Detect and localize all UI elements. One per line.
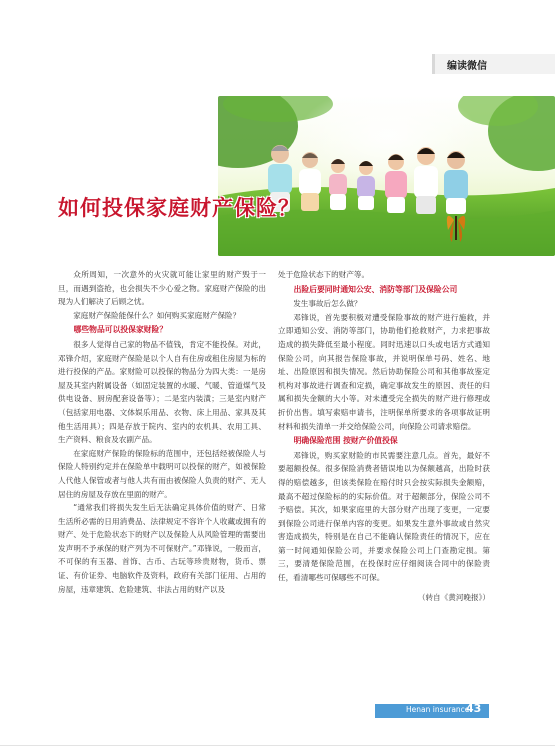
section-label: 编读微信 [447,61,487,72]
subheading: 明确保险范围 按财产价值投保 [293,436,398,446]
subheading: 哪些物品可以投保家财险？ [73,325,168,335]
paragraph: 邓锋说，首先要积极对遭受保险事故的财产进行施救，并立即通知公安、消防等部门，协助他们抢救财产，力求把事故造成的损失降低至最小程度。同时迅速以口头或电话方式通知保险公司，向其报告保险事故，并说明保单号码、姓名、地址、出险原因和损失情况。然后协助保险公司和其他事故鉴定机构对事故进行调查和定损，确定事故发生的原因、责任的归属和损失金额的大小等。对未遭受完全损失的财产进行修理或折价出售。填写索赔申请书，注明保单所要求的各项事故证明材料和损失清单一并交给保险公司，向保险公司请求赔偿。 [278,312,490,431]
section-tab [432,54,555,74]
article-title-wrap [58,192,300,222]
source-credit: （转自《黄河晚报》） [417,592,490,602]
paragraph: 在家庭财产保险的保险标的范围中，还包括经被保险人与保险人特别约定并在保险单中载明可以投保的财产，如被保险人代他人保管或者与他人共有而由被保险人负责的财产、无人居住的房屋及存放在里面的财产。 [58,448,266,499]
subheading: 出险后要同时通知公安、消防等部门及保险公司 [293,284,458,294]
paragraph: 邓锋说，购买家财险的市民需要注意几点。首先，最好不要超额投保。很多保险消费者错误地以为保额越高，出险时获得的赔偿越多，但该类保险在赔付时只会按实际损失金额赔，最高不超过保险标的的实际价值。对于超额部分，保险公司不予赔偿。其次，如果家庭里的大部分财产出现了变更，一定要到保险公司进行保单内容的变更。如果发生意外事故或自然灾害造成损失，特别是在自己不能确认保险责任的情况下，应在第一时间通知保险公司，并要求保险公司上门查勘定损。第三，要清楚保险范围，在投保时应仔细阅读合同中的保险责任，看清哪些可保哪些不可保。 [278,450,490,583]
publication-name: Henan insurance [406,705,470,714]
column-right [278,268,490,604]
paragraph: 处于危险状态下的财产等。 [278,270,370,279]
paragraph: 众所周知，一次意外的火灾就可能让家里的财产毁于一旦，而遇到盗抢，也会损失不少心爱之物。家庭财产保险的出现为人们解决了后顾之忧。 [58,270,266,307]
paragraph: “通常我们将损失发生后无法确定具体价值的财产、日常生活所必需的日用消费品、法律规定不容许个人收藏或拥有的财产、处于危险状态下的财产以及保险人从风险管理的需要出发声明不予承保的财产列为不可保财产。”邓锋说，一般而言，不可保的有玉器、首饰、古币、古玩等珍贵财物，货币、票证、有价证券、电脑软件及资料，政府有关部门征用、占用的房屋，违章建筑、危险建筑、非法占用的财产以及 [58,503,266,594]
page-number: 43 [466,702,482,715]
column-left [58,268,266,596]
paragraph: 很多人觉得自己家的物品不值钱，肯定不能投保。对此，邓锋介绍，家庭财产保险是以个人自有住房或租住房屋为标的进行投保的产品。家财险可以投保的物品分为四大类：一是房屋及其室内附属设备（如固定装置的水暖、气暖、管道煤气及供电设备、厨房配套设备等）；二是室内装潢；三是室内财产（包括家用电器、文体娱乐用品、衣物、床上用品、家具及其他生活用具）；四是存放于院内、室内的农机具、农用工具、生产资料、粮食及农副产品。 [58,339,266,445]
family-photo [218,96,555,256]
divider [0,745,555,746]
article-title: 如何投保家庭财产保险？ [58,195,300,220]
paragraph: 家庭财产保险能保什么？如何购买家庭财产保险？ [73,310,241,320]
paragraph: 发生事故后怎么做？ [293,299,362,309]
